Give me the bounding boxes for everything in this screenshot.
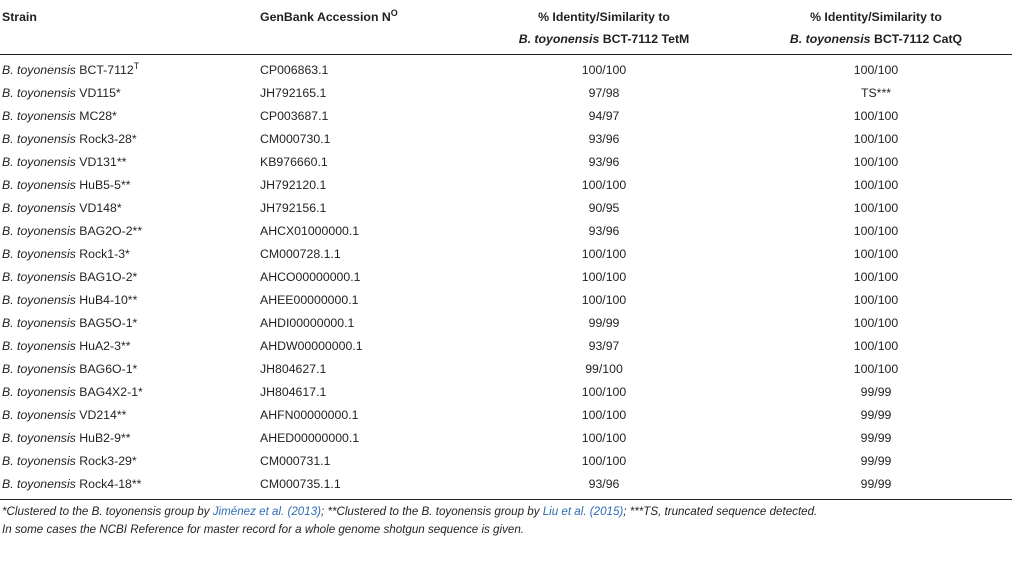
catq-identity-cell: 99/99 [860, 408, 892, 422]
tetm-identity-cell: 100/100 [581, 385, 627, 399]
table-row [0, 266, 1012, 289]
catq-identity-cell: 100/100 [853, 293, 899, 307]
table-row [0, 358, 1012, 381]
accession-cell: AHDI00000000.1 [260, 316, 355, 330]
strain-cell: B. toyonensis Rock3-29* [2, 454, 137, 468]
reference-link-liu[interactable]: Liu et al. (2015) [542, 505, 624, 518]
table-body [0, 55, 1012, 500]
tetm-identity-cell: 100/100 [581, 270, 627, 284]
strain-cell: B. toyonensis VD131** [2, 155, 127, 169]
tetm-identity-cell: 93/96 [588, 132, 620, 146]
accession-cell: CM000728.1.1 [260, 247, 341, 261]
accession-cell: AHCO00000000.1 [260, 270, 361, 284]
table-row [0, 312, 1012, 335]
accession-cell: JH804627.1 [260, 362, 327, 376]
table-row [0, 289, 1012, 312]
footnote-line-1: *Clustered to the B. toyonensis group by Jiménez et al. (2013); **Clustered to the B. toyonensis group by Liu et al. (2015); ***TS, truncated sequence detected. [2, 505, 818, 518]
strain-cell: B. toyonensis MC28* [2, 109, 117, 123]
table-row [0, 105, 1012, 128]
footnote-line-2: In some cases the NCBI Reference for master record for a whole genome shotgun sequence is given. [2, 523, 524, 536]
table-row [0, 450, 1012, 473]
table-header [0, 0, 1012, 55]
reference-link-jimenez[interactable]: Jiménez et al. (2013) [212, 505, 322, 518]
catq-identity-cell: 99/99 [860, 454, 892, 468]
table-row [0, 335, 1012, 358]
table-row [0, 55, 1012, 83]
catq-identity-cell: 100/100 [853, 270, 899, 284]
strain-cell: B. toyonensis BAG5O-1* [2, 316, 138, 330]
table-footnote [0, 500, 1012, 539]
strain-cell: B. toyonensis VD148* [2, 201, 122, 215]
accession-cell: AHDW00000000.1 [260, 339, 363, 353]
catq-identity-cell: 100/100 [853, 109, 899, 123]
table-row [0, 404, 1012, 427]
accession-cell: JH804617.1 [260, 385, 327, 399]
table-row [0, 128, 1012, 151]
table-row [0, 427, 1012, 450]
accession-cell: CP006863.1 [260, 63, 329, 77]
strain-cell: B. toyonensis VD214** [2, 408, 127, 422]
catq-identity-cell: TS*** [860, 86, 892, 100]
catq-identity-cell: 100/100 [853, 155, 899, 169]
catq-identity-cell: 99/99 [860, 385, 892, 399]
catq-identity-cell: 100/100 [853, 247, 899, 261]
catq-identity-cell: 99/99 [860, 431, 892, 445]
catq-identity-cell: 100/100 [853, 362, 899, 376]
strain-cell: B. toyonensis Rock4-18** [2, 477, 142, 491]
strain-cell: B. toyonensis Rock1-3* [2, 247, 130, 261]
tetm-identity-cell: 90/95 [588, 201, 620, 215]
accession-cell: AHEE00000000.1 [260, 293, 359, 307]
strain-cell: B. toyonensis BAG1O-2* [2, 270, 138, 284]
strain-cell: B. toyonensis HuB2-9** [2, 431, 131, 445]
tetm-identity-cell: 99/99 [588, 316, 620, 330]
strain-cell: B. toyonensis HuB4-10** [2, 293, 138, 307]
tetm-identity-cell: 93/96 [588, 477, 620, 491]
strain-cell: B. toyonensis VD115* [2, 86, 121, 100]
tetm-identity-cell: 97/98 [588, 86, 620, 100]
accession-cell: AHFN00000000.1 [260, 408, 359, 422]
catq-identity-cell: 100/100 [853, 316, 899, 330]
accession-cell: AHED00000000.1 [260, 431, 360, 445]
strain-cell: B. toyonensis BAG6O-1* [2, 362, 138, 376]
column-header-tetm: % Identity/Similarity to B. toyonensis BCT-7112 TetM [518, 10, 690, 46]
tetm-identity-cell: 93/96 [588, 224, 620, 238]
accession-cell: CM000730.1 [260, 132, 331, 146]
catq-identity-cell: 100/100 [853, 201, 899, 215]
tetm-identity-cell: 93/97 [588, 339, 620, 353]
tetm-identity-cell: 93/96 [588, 155, 620, 169]
tetm-identity-cell: 100/100 [581, 63, 627, 77]
tetm-identity-cell: 99/100 [585, 362, 623, 376]
strain-cell: B. toyonensis HuB5-5** [2, 178, 131, 192]
table-row [0, 473, 1012, 500]
table-row [0, 220, 1012, 243]
accession-cell: JH792156.1 [260, 201, 327, 215]
catq-identity-cell: 100/100 [853, 339, 899, 353]
strain-cell: B. toyonensis Rock3-28* [2, 132, 137, 146]
tetm-identity-cell: 94/97 [588, 109, 620, 123]
tetm-identity-cell: 100/100 [581, 454, 627, 468]
column-header-accession: GenBank Accession $N^O$ [260, 7, 398, 24]
column-header-strain: Strain [2, 10, 37, 24]
catq-identity-cell: 100/100 [853, 178, 899, 192]
accession-cell: CM000735.1.1 [260, 477, 341, 491]
table-row [0, 82, 1012, 105]
accession-cell: JH792120.1 [260, 178, 327, 192]
accession-cell: CM000731.1 [260, 454, 331, 468]
catq-identity-cell: 100/100 [853, 224, 899, 238]
tetm-identity-cell: 100/100 [581, 293, 627, 307]
tetm-identity-cell: 100/100 [581, 178, 627, 192]
strain-cell: B. toyonensis HuA2-3** [2, 339, 131, 353]
table-row [0, 174, 1012, 197]
strain-cell: B. toyonensis BCT-$7112^T$ [2, 60, 140, 77]
catq-identity-cell: 100/100 [853, 63, 899, 77]
table-row [0, 151, 1012, 174]
tetm-identity-cell: 100/100 [581, 247, 627, 261]
strain-cell: B. toyonensis BAG2O-2** [2, 224, 143, 238]
catq-identity-cell: 99/99 [860, 477, 892, 491]
tetm-identity-cell: 100/100 [581, 408, 627, 422]
strain-cell: B. toyonensis BAG4X2-1* [2, 385, 143, 399]
table-row [0, 243, 1012, 266]
table-row [0, 381, 1012, 404]
accession-cell: JH792165.1 [260, 86, 327, 100]
tetm-identity-cell: 100/100 [581, 431, 627, 445]
accession-cell: KB976660.1 [260, 155, 328, 169]
catq-identity-cell: 100/100 [853, 132, 899, 146]
accession-cell: AHCX01000000.1 [260, 224, 360, 238]
column-header-catq: % Identity/Similarity to B. toyonensis BCT-7112 CatQ [789, 10, 963, 46]
accession-cell: CP003687.1 [260, 109, 329, 123]
table-row [0, 197, 1012, 220]
